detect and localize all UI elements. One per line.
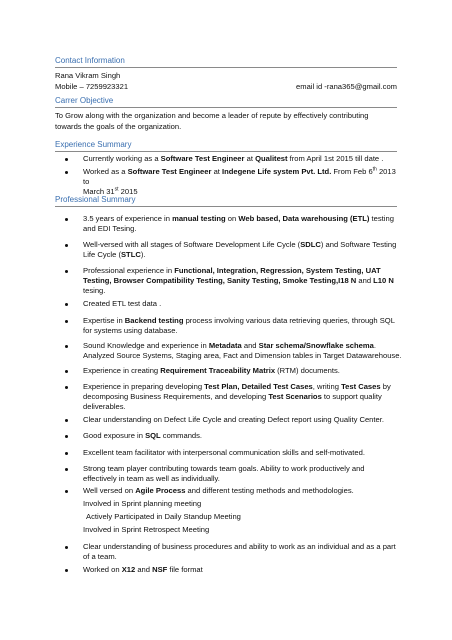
summary-item-1: 3.5 years of experience in manual testing on Web based, Data warehousing (ETL) testing and EDI Tesing. [83,214,394,233]
objective-text-line-2: towards the goals of the organization. [55,122,182,131]
summary-item-12: Strong team player contributing towards team goals. Ability to work productively and effectively in team as well as individually. [83,464,365,483]
bullet-dot [65,158,68,161]
summary-item-5: Expertise in Backend testing process involving various data retrieving queries, through SQL for systems using database. [83,316,395,335]
objective-text-line-1: To Grow along with the organization and become a leader of repute by effectively contributing [55,111,369,120]
summary-item-4: Created ETL test data . [83,299,162,308]
summary-item-10: Good exposure in SQL commands. [83,431,203,440]
sprint-item-1: Involved in Sprint planning meeting [83,499,202,508]
summary-item-9: Clear understanding on Defect Life Cycle and creating Defect report using Quality Center. [83,415,384,424]
section-divider [55,67,397,68]
bullet-dot [65,345,68,348]
contact-mobile: Mobile – 7259923321 [55,82,129,91]
bullet-dot [65,270,68,273]
bullet-dot [65,419,68,422]
objective-heading: Carrer Objective [55,96,114,105]
bullet-dot [65,490,68,493]
contact-email: email id -rana365@gmail.com [296,82,397,91]
contact-heading: Contact Information [55,56,125,65]
bullet-dot [65,320,68,323]
section-divider [55,151,397,152]
summary-item-15: Worked on X12 and NSF file format [83,565,203,574]
professional-heading: Professional Summary [55,195,136,204]
contact-name: Rana Vikram Singh [55,71,121,80]
summary-item-8: Experience in preparing developing Test Plan, Detailed Test Cases, writing Test Cases by decomposing Business Requirements, and developing Test Scenarios to support quality deliverables. [83,382,391,411]
experience-item-1: Currently working as a Software Test Engineer at Qualitest from April 1st 2015 till date . [83,154,384,163]
section-divider [55,107,397,108]
summary-item-6: Sound Knowledge and experience in Metadata and Star schema/Snowflake schema. Analyzed Source Systems, Staging area, Fact and Dimension tables in Target Datawarehouse. [83,341,402,360]
experience-item-2: Worked as a Software Test Engineer at Indegene Life system Pvt. Ltd. From Feb 6th 2013 to March 31st 2015 [83,166,396,196]
bullet-dot [65,546,68,549]
summary-item-14: Clear understanding of business procedures and ability to work as an individual and as a part of a team. [83,542,396,561]
summary-item-13: Well versed on Agile Process and different testing methods and methodologies. [83,486,354,495]
summary-item-7: Experience in creating Requirement Traceability Matrix (RTM) documents. [83,366,340,375]
bullet-dot [65,171,68,174]
bullet-dot [65,468,68,471]
bullet-dot [65,386,68,389]
summary-item-3: Professional experience in Functional, Integration, Regression, System Testing, UAT Testing, Browser Compatibility Testing, Sanity Testing, Smoke Testing,I18 N and L10 N tesing. [83,266,394,295]
bullet-dot [65,370,68,373]
bullet-dot [65,244,68,247]
bullet-dot [65,218,68,221]
bullet-dot [65,303,68,306]
sprint-item-3: Involved in Sprint Retrospect Meeting [83,525,210,534]
sprint-item-2: Actively Participated in Daily Standup Meeting [86,512,241,521]
bullet-dot [65,569,68,572]
bullet-dot [65,452,68,455]
summary-item-11: Excellent team facilitator with interpersonal communication skills and self-motivated. [83,448,365,457]
summary-item-2: Well-versed with all stages of Software Development Life Cycle (SDLC) and Software Testing Life Cycle (STLC). [83,240,397,259]
bullet-dot [65,435,68,438]
experience-heading: Experience Summary [55,140,132,149]
section-divider [55,206,397,207]
